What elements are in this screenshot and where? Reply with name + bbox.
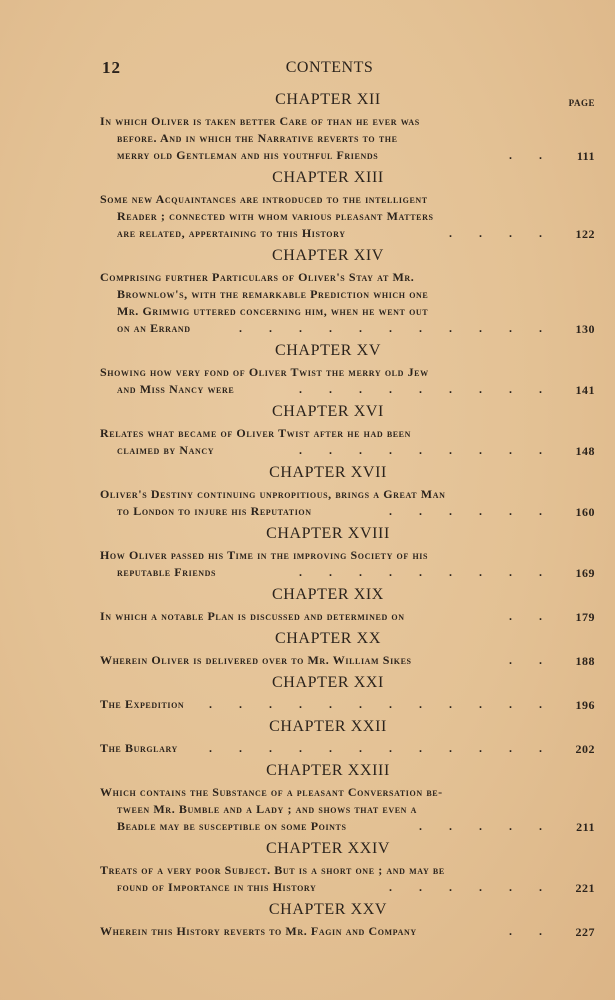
page-reference: 130 [575,322,595,336]
toc-entry [100,839,595,896]
dot-leader: . . . . . . . . . [299,382,554,396]
chapter-description [100,862,556,896]
description-line: Oliver's Destiny continuing unpropitious, brings a Great Man [100,487,446,501]
description-line: Which contains the Substance of a pleasant Conversation be- [100,785,443,799]
chapter-description [100,608,556,625]
chapter-description [100,923,556,940]
page-reference: 227 [575,925,595,939]
description-line: and Miss Nancy were [117,382,235,396]
page-reference: 211 [576,820,595,834]
dot-leader: . . [509,924,554,938]
description-line: Beadle may be susceptible on some Points [117,819,347,833]
chapter-heading: CHAPTER XXIII [266,762,390,779]
page-reference: 179 [575,610,595,624]
dot-leader: . . . . . [419,819,554,833]
contents-list [100,90,595,944]
page-title: CONTENTS [285,59,374,76]
description-line: Reader ; connected with whom various pleasant Matters [117,209,434,223]
description-line: on an Errand [117,321,191,335]
description-line: The Expedition [100,697,185,711]
dot-leader: . . . . . . . . . [299,443,554,457]
page-column-label: PAGE [568,98,595,108]
dot-leader: . . . . [449,226,554,240]
chapter-heading: CHAPTER XXV [268,901,388,918]
description-line: are related, appertaining to this History [117,226,346,240]
description-line: tween Mr. Bumble and a Lady ; and shows that even a [117,802,418,816]
description-line: Relates what became of Oliver Twist after he had been [100,426,412,440]
page-reference: 196 [575,698,595,712]
toc-entry [100,673,595,713]
chapter-description [100,652,556,669]
chapter-heading: CHAPTER XII [275,91,381,108]
toc-entry [100,402,595,459]
description-line: Showing how very fond of Oliver Twist the merry old Jew [100,365,429,379]
description-line: found of Importance in this History [117,880,317,894]
dot-leader: . . [509,609,554,623]
description-line: How Oliver passed his Time in the improving Society of his [100,548,429,562]
chapter-description [100,113,556,164]
page-reference: 122 [575,227,595,241]
chapter-heading: CHAPTER XVI [272,403,384,420]
toc-entry [100,246,595,337]
chapter-description [100,191,556,242]
description-line: merry old Gentleman and his youthful Friends [117,148,379,162]
description-line: Wherein Oliver is delivered over to Mr. William Sikes [100,653,412,667]
chapter-description [100,740,556,757]
description-line: Brownlow's, with the remarkable Prediction which one [117,287,429,301]
description-line: reputable Friends [117,565,217,579]
page-reference: 141 [575,383,595,397]
page-number: 12 [102,58,121,77]
toc-entry [100,761,595,835]
chapter-description [100,269,556,337]
description-line: before. And in which the Narrative reverts to the [117,131,398,145]
toc-entry [100,900,595,940]
running-head [102,58,557,80]
chapter-description [100,486,556,520]
chapter-heading: CHAPTER XXII [269,718,387,735]
chapter-description [100,784,556,835]
description-line: In which a notable Plan is discussed and determined on [100,609,405,623]
toc-entry [100,717,595,757]
toc-entry [100,585,595,625]
page-reference: 221 [575,881,595,895]
description-line: Wherein this History reverts to Mr. Fagin and Company [100,924,417,938]
dot-leader: . . . . . . . . . . . . [209,697,554,711]
page-reference: 111 [576,149,595,163]
description-line: The Burglary [100,741,178,755]
page-reference: 148 [575,444,595,458]
chapter-description [100,364,556,398]
dot-leader: . . . . . . . . . . . [239,321,554,335]
dot-leader: . . . . . . . . . [299,565,554,579]
page-reference: 169 [575,566,595,580]
chapter-description [100,696,556,713]
dot-leader: . . [509,653,554,667]
description-line: Comprising further Particulars of Oliver's Stay at Mr. [100,270,415,284]
chapter-heading: CHAPTER XVII [269,464,387,481]
description-line: to London to injure his Reputation [117,504,312,518]
toc-entry [100,629,595,669]
chapter-heading: CHAPTER XXI [272,674,384,691]
description-line: Mr. Grimwig uttered concerning him, when he went out [117,304,429,318]
chapter-heading: CHAPTER XXIV [265,840,391,857]
toc-entry [100,168,595,242]
chapter-heading: CHAPTER XIII [272,169,384,186]
description-line: claimed by Nancy [117,443,215,457]
chapter-heading: CHAPTER XX [274,630,381,647]
chapter-heading: CHAPTER XV [274,342,381,359]
toc-entry [100,90,595,164]
chapter-description [100,547,556,581]
toc-entry [100,463,595,520]
chapter-description [100,425,556,459]
dot-leader: . . . . . . [389,880,554,894]
page-reference: 202 [575,742,595,756]
chapter-heading: CHAPTER XIX [272,586,384,603]
page-reference: 188 [575,654,595,668]
dot-leader: . . . . . . . . . . . . [209,741,554,755]
page-reference: 160 [575,505,595,519]
dot-leader: . . [509,148,554,162]
dot-leader: . . . . . . [389,504,554,518]
chapter-heading: CHAPTER XVIII [266,525,390,542]
description-line: Some new Acquaintances are introduced to the intelligent [100,192,428,206]
description-line: In which Oliver is taken better Care of than he ever was [100,114,420,128]
description-line: Treats of a very poor Subject. But is a short one ; and may be [100,863,445,877]
chapter-heading: CHAPTER XIV [272,247,384,264]
toc-entry [100,524,595,581]
toc-entry [100,341,595,398]
